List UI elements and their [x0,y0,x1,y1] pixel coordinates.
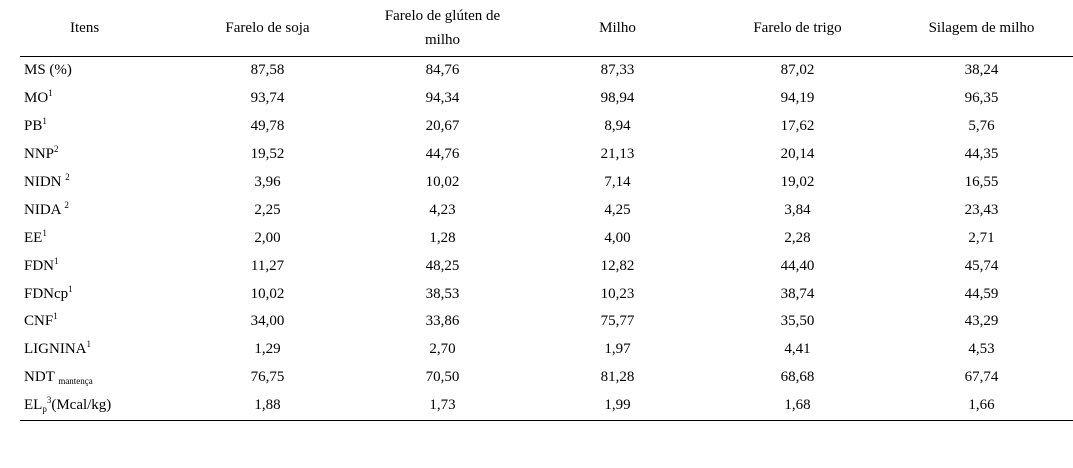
table-cell: 2,70 [429,341,456,358]
table-cell: 76,75 [250,369,285,386]
table-cell: 2,71 [968,229,995,246]
table-cell: 2,00 [254,229,281,246]
table-cell: 38,53 [425,285,460,302]
table-cell: 68,68 [780,369,815,386]
row-label-suffix: (Mcal/kg) [51,397,112,414]
table-cell: 38,74 [780,285,815,302]
table-cell: 1,73 [355,392,530,420]
row-label-superscript: 3 [46,395,52,406]
row-label-subscript: mantença [58,376,93,387]
row-label [20,280,180,308]
table-row [20,308,1073,336]
row-label [20,196,180,224]
row-label-text: NIDN [24,174,66,190]
row-label-text: EL [24,397,43,414]
row-label [20,169,180,197]
table-cell: 44,76 [425,146,460,163]
table-row [20,280,1073,308]
row-label-superscript: 1 [54,255,59,266]
row-label [20,252,180,280]
table-row [20,336,1073,364]
header-milho: Milho [530,0,705,57]
composition-table [20,0,1073,421]
table-cell: 3,96 [254,174,281,190]
table-row [20,141,1073,169]
table-cell: 5,76 [968,118,995,135]
row-label [20,85,180,113]
row-label-text: LIGNINA [24,341,87,358]
row-label-superscript: 1 [42,227,47,238]
table-cell: 2,28 [784,229,811,246]
row-label [20,392,180,420]
table-cell: 81,28 [600,369,635,386]
table-cell: 1,66 [890,392,1073,420]
row-label [20,364,180,392]
table-cell: 45,74 [964,257,999,274]
table-cell: 44,35 [964,146,999,163]
table-cell: 11,27 [250,257,285,274]
table-cell: 1,68 [705,392,890,420]
header-items: Itens [20,0,180,57]
row-label [20,336,180,364]
table-cell: 7,14 [604,174,631,190]
row-label-superscript: 1 [53,311,58,322]
table-cell: 10,02 [250,285,285,302]
table-cell: 75,77 [600,313,635,330]
row-label [20,113,180,141]
row-label-text: EE [24,229,43,246]
row-label-superscript: 1 [86,339,91,350]
table-cell: 33,86 [425,313,460,330]
table-row [20,364,1073,392]
header-farelo-trigo: Farelo de trigo [705,0,890,57]
table-cell: 23,43 [964,201,999,218]
table-cell: 12,82 [600,257,635,274]
table-cell: 70,50 [425,369,460,386]
table-cell: 3,84 [784,201,811,218]
table-cell: 8,94 [604,118,631,135]
table-cell: 67,74 [964,369,999,386]
row-label-text: CNF [24,313,54,330]
table-cell: 2,25 [254,201,281,218]
table-cell: 35,50 [780,313,815,330]
row-label-superscript: 2 [64,199,69,210]
table-row [20,85,1073,113]
table-row [20,224,1073,252]
table-cell: 96,35 [964,90,999,107]
table-cell: 94,34 [425,90,460,107]
header-row [20,0,1073,57]
row-label-superscript: 2 [54,144,59,155]
table-row [20,169,1073,197]
table-cell: 4,23 [429,201,456,218]
row-label-text: NDT [24,369,59,386]
table-cell: 20,14 [780,146,815,163]
table-cell: 19,52 [250,146,285,163]
row-label [20,224,180,252]
table-row [20,113,1073,141]
row-label [20,141,180,169]
table-cell: 19,02 [780,174,815,190]
row-label-text: NNP [24,146,55,163]
table-cell: 34,00 [250,313,285,330]
header-farelo-soja: Farelo de soja [180,0,355,57]
table-cell: 87,58 [250,62,285,79]
table-cell: 84,76 [425,62,460,79]
table-cell: 10,02 [425,174,460,190]
table-cell: 16,55 [964,174,999,190]
row-label-text: MO [24,90,49,107]
table-header [20,0,1073,57]
table-cell: 1,29 [254,341,281,358]
table-cell: 4,25 [604,201,631,218]
table-cell: 4,41 [784,341,811,358]
row-label-subscript: p [42,404,47,415]
header-farelo-gluten [355,0,530,57]
row-label [20,57,180,85]
row-label [20,308,180,336]
header-farelo-gluten-line1: Farelo de glúten de [384,8,501,24]
row-label-text: FDN [24,257,55,274]
table-cell: 1,97 [604,341,631,358]
row-label-superscript: 1 [48,88,53,99]
table-cell: 1,99 [530,392,705,420]
table-cell: 4,00 [604,229,631,246]
table-row [20,252,1073,280]
row-label-text: NIDA [24,201,65,218]
table-row [20,196,1073,224]
row-label-text: MS (%) [24,62,72,79]
table-cell: 4,53 [968,341,995,358]
table-cell: 44,40 [780,257,815,274]
table-cell: 21,13 [600,146,635,163]
row-label-text: PB [24,118,43,135]
table-cell: 17,62 [780,118,815,135]
row-label-superscript: 1 [42,116,47,127]
row-label-superscript: 2 [65,172,70,182]
table-cell: 48,25 [425,257,460,274]
row-label-superscript: 1 [68,283,73,294]
table-body [20,57,1073,421]
row-label-text: FDNcp [24,285,69,302]
table-cell: 87,33 [600,62,635,79]
table-cell: 94,19 [780,90,815,107]
table-cell: 10,23 [600,285,635,302]
table-cell: 1,88 [180,392,355,420]
table-cell: 98,94 [600,90,635,107]
table-cell: 20,67 [425,118,460,135]
table-cell: 38,24 [964,62,999,79]
header-silagem-milho: Silagem de milho [890,0,1073,57]
table-row [20,57,1073,85]
header-farelo-gluten-line2: milho [424,32,460,48]
table-cell: 93,74 [250,90,285,107]
composition-table-container [20,0,1073,421]
table-cell: 87,02 [780,62,815,79]
table-cell: 43,29 [964,313,999,330]
table-cell: 1,28 [429,229,456,246]
table-cell: 44,59 [964,285,999,302]
table-cell: 49,78 [250,118,285,135]
table-row [20,392,1073,420]
